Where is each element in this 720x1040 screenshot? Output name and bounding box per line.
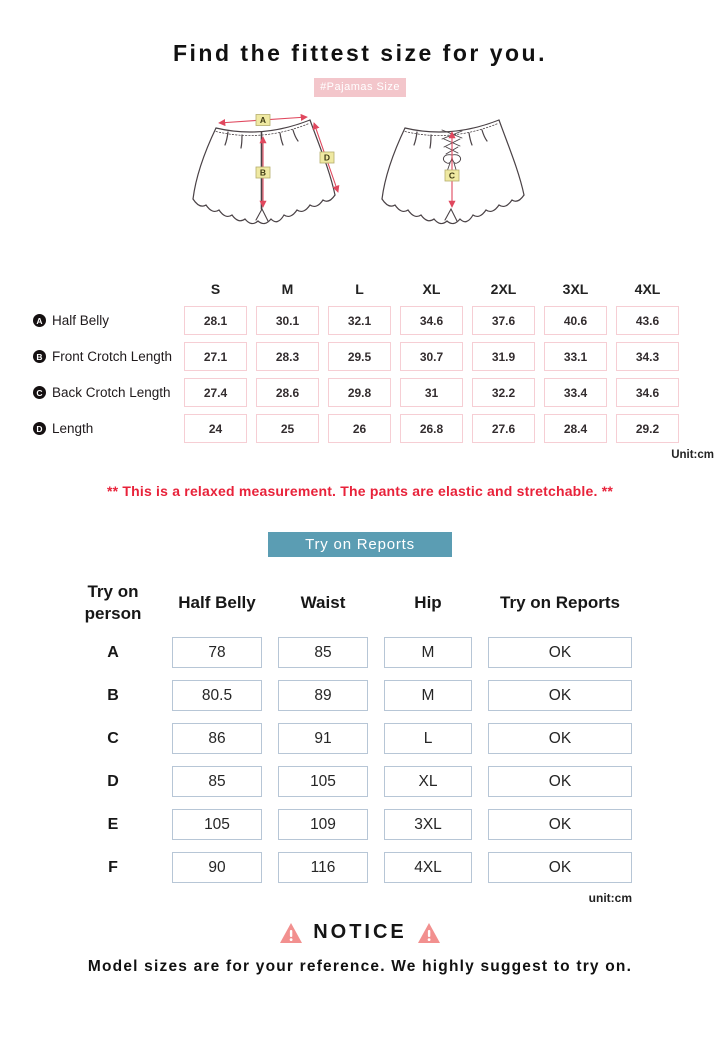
size-column-header: S <box>210 281 221 297</box>
measure-label-c: C <box>448 170 456 181</box>
size-value-cell: 32.2 <box>472 378 535 407</box>
tryon-column-header: Hip <box>414 593 442 612</box>
tryon-value-cell: OK <box>488 723 632 754</box>
size-value-cell: 27.1 <box>184 342 247 371</box>
measure-marker: B <box>33 350 46 363</box>
tryon-value-cell: 116 <box>278 852 368 883</box>
size-value-cell: 31.9 <box>472 342 535 371</box>
tryon-value-cell: 80.5 <box>172 680 262 711</box>
notice-title: NOTICE <box>313 921 407 943</box>
pajamas-size-tag: #Pajamas Size <box>314 78 406 97</box>
tryon-value-cell: XL <box>384 766 472 797</box>
shorts-diagram-svg <box>192 113 528 245</box>
size-row-label-text: Length <box>52 421 94 436</box>
measure-label-b: B <box>259 167 267 178</box>
tryon-column-header: Waist <box>300 593 346 612</box>
tryon-value-cell: 109 <box>278 809 368 840</box>
tryon-person-label: D <box>107 772 119 790</box>
size-row-label-text: Front Crotch Length <box>52 349 173 364</box>
warning-icon <box>279 922 303 944</box>
size-column-header: 4XL <box>634 281 661 297</box>
tryon-column-header: Try on Reports <box>500 593 620 612</box>
stretch-note: ** This is a relaxed measurement. The pants are elastic and stretchable. ** <box>107 483 613 499</box>
back-measure-labels <box>445 170 459 181</box>
try-on-table <box>70 581 720 883</box>
size-row-label <box>33 385 175 400</box>
tryon-value-cell: 105 <box>278 766 368 797</box>
size-column-header: 3XL <box>562 281 589 297</box>
size-row-label <box>33 349 175 364</box>
size-table-corner <box>33 279 175 299</box>
size-value-cell: 29.5 <box>328 342 391 371</box>
tryon-value-cell: 89 <box>278 680 368 711</box>
notice-row <box>0 921 720 944</box>
warning-icon <box>417 922 441 944</box>
size-value-cell: 29.2 <box>616 414 679 443</box>
tryon-value-cell: M <box>384 680 472 711</box>
size-value-cell: 26.8 <box>400 414 463 443</box>
size-column-header: 2XL <box>490 281 517 297</box>
tryon-value-cell: 4XL <box>384 852 472 883</box>
size-value-cell: 29.8 <box>328 378 391 407</box>
size-column-header: M <box>281 281 294 297</box>
size-value-cell: 34.6 <box>616 378 679 407</box>
tryon-person-label: C <box>107 729 119 747</box>
tryon-value-cell: 90 <box>172 852 262 883</box>
tryon-person-label: B <box>107 686 119 704</box>
tryon-value-cell: 85 <box>172 766 262 797</box>
size-value-cell: 43.6 <box>616 306 679 335</box>
size-value-cell: 28.3 <box>256 342 319 371</box>
tryon-value-cell: M <box>384 637 472 668</box>
try-on-reports-banner: Try on Reports <box>268 532 452 557</box>
size-row-label-text: Half Belly <box>52 313 110 328</box>
tryon-value-cell: OK <box>488 809 632 840</box>
tryon-value-cell: OK <box>488 680 632 711</box>
size-row-label <box>33 421 175 436</box>
size-value-cell: 31 <box>400 378 463 407</box>
size-row-label-text: Back Crotch Length <box>52 385 171 400</box>
tryon-value-cell: OK <box>488 766 632 797</box>
size-chart-unit: Unit:cm <box>671 449 714 461</box>
try-on-unit: unit:cm <box>588 891 632 905</box>
shorts-measurement-diagram <box>192 113 528 245</box>
size-value-cell: 30.7 <box>400 342 463 371</box>
size-chart-table <box>0 279 720 443</box>
footer-note: Model sizes are for your reference. We highly suggest to try on. <box>87 958 633 975</box>
tryon-value-cell: 91 <box>278 723 368 754</box>
size-guide-page <box>0 40 720 1040</box>
measure-marker: C <box>33 386 46 399</box>
size-value-cell: 37.6 <box>472 306 535 335</box>
size-value-cell: 27.6 <box>472 414 535 443</box>
tryon-value-cell: 78 <box>172 637 262 668</box>
tryon-column-header: Half Belly <box>178 593 256 612</box>
tryon-value-cell: 86 <box>172 723 262 754</box>
size-value-cell: 30.1 <box>256 306 319 335</box>
tryon-value-cell: L <box>384 723 472 754</box>
size-value-cell: 32.1 <box>328 306 391 335</box>
size-value-cell: 24 <box>184 414 247 443</box>
size-column-header: L <box>355 281 364 297</box>
page-title: Find the fittest size for you. <box>172 40 547 66</box>
size-value-cell: 33.1 <box>544 342 607 371</box>
size-value-cell: 28.6 <box>256 378 319 407</box>
tryon-person-label: F <box>108 858 118 876</box>
tryon-value-cell: 85 <box>278 637 368 668</box>
measure-marker: D <box>33 422 46 435</box>
tryon-person-label: E <box>107 815 119 833</box>
tryon-person-label: A <box>107 643 119 661</box>
size-value-cell: 34.6 <box>400 306 463 335</box>
size-value-cell: 27.4 <box>184 378 247 407</box>
size-value-cell: 33.4 <box>544 378 607 407</box>
size-value-cell: 40.6 <box>544 306 607 335</box>
tryon-value-cell: 105 <box>172 809 262 840</box>
tryon-value-cell: OK <box>488 852 632 883</box>
tryon-value-cell: OK <box>488 637 632 668</box>
size-value-cell: 34.3 <box>616 342 679 371</box>
measure-label-a: A <box>259 115 267 125</box>
size-row-label <box>33 313 175 328</box>
size-column-header: XL <box>422 281 441 297</box>
tryon-value-cell: 3XL <box>384 809 472 840</box>
size-value-cell: 28.1 <box>184 306 247 335</box>
measure-label-d: D <box>323 152 331 163</box>
size-value-cell: 25 <box>256 414 319 443</box>
size-value-cell: 28.4 <box>544 414 607 443</box>
measure-marker: A <box>33 314 46 327</box>
tryon-column-header: Try on person <box>84 582 142 623</box>
size-value-cell: 26 <box>328 414 391 443</box>
